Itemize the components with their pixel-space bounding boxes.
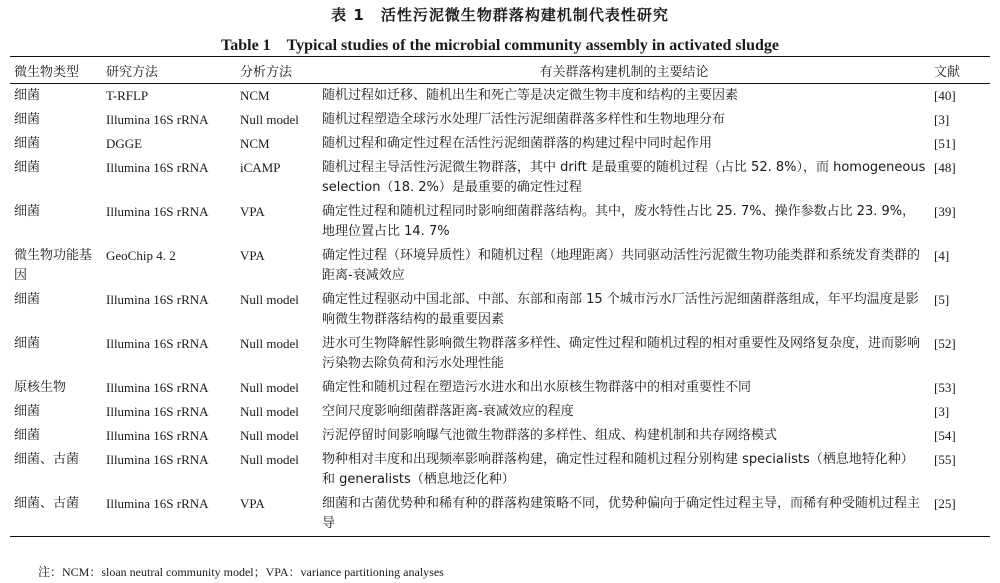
cell-analysis: VPA xyxy=(236,492,318,537)
cell-analysis: Null model xyxy=(240,380,299,395)
header-analysis: 分析方法 xyxy=(236,57,318,84)
cell-analysis: iCAMP xyxy=(240,160,281,175)
table-row xyxy=(10,84,990,109)
cell-method: Illumina 16S rRNA xyxy=(106,404,209,419)
cell-ref: [25] xyxy=(930,492,990,537)
cell-ref: [5] xyxy=(934,292,950,307)
cell-analysis: Null model xyxy=(240,404,299,419)
cell-ref: [55] xyxy=(934,452,956,467)
cell-analysis: NCM xyxy=(240,88,270,103)
header-conclusion: 有关群落构建机制的主要结论 xyxy=(318,57,930,84)
table-row xyxy=(10,376,990,400)
table-note: 注：NCM：sloan neutral community model；VPA：variance partitioning analyses xyxy=(38,565,444,579)
cell-type: 细菌 xyxy=(14,428,41,443)
header-ref: 文献 xyxy=(930,57,990,84)
cell-conclusion: 物种相对丰度和出现频率影响群落构建，确定性过程和随机过程分别构建 specialists（栖息地特化种）和 generalists（栖息地泛化种） xyxy=(322,452,914,487)
cell-method: Illumina 16S rRNA xyxy=(106,292,209,307)
cell-conclusion: 确定性和随机过程在塑造污水进水和出水原核生物群落中的相对重要性不同 xyxy=(322,380,752,395)
cell-analysis: Null model xyxy=(240,292,299,307)
cell-ref: [54] xyxy=(934,428,956,443)
table-row xyxy=(10,244,990,288)
cell-type: 原核生物 xyxy=(14,380,67,395)
header-type: 微生物类型 xyxy=(10,57,102,84)
cell-ref: [4] xyxy=(934,248,950,263)
table-row xyxy=(10,108,990,132)
cell-type: 细菌 xyxy=(14,204,41,219)
table-row xyxy=(10,492,990,537)
cell-method: Illumina 16S rRNA xyxy=(106,380,209,395)
cell-method: DGGE xyxy=(106,136,143,151)
cell-conclusion: 随机过程塑造全球污水处理厂活性污泥细菌群落多样性和生物地理分布 xyxy=(322,112,726,127)
cell-analysis: VPA xyxy=(240,248,265,263)
cell-type: 细菌 xyxy=(14,336,41,351)
cell-conclusion: 污泥停留时间影响曝气池微生物群落的多样性、组成、构建机制和共存网络模式 xyxy=(322,428,778,443)
cell-method: Illumina 16S rRNA xyxy=(106,204,209,219)
cell-ref: [3] xyxy=(934,404,950,419)
table-row xyxy=(10,288,990,332)
cell-ref: [39] xyxy=(934,204,956,219)
cell-ref: [51] xyxy=(934,136,956,151)
cell-ref: [52] xyxy=(934,336,956,351)
cell-type: 细菌、古菌 xyxy=(14,452,80,467)
table-row xyxy=(10,200,990,244)
table-row xyxy=(10,132,990,156)
cell-method: Illumina 16S rRNA xyxy=(106,336,209,351)
table-row xyxy=(10,156,990,200)
cell-analysis: Null model xyxy=(240,452,299,467)
cell-conclusion: 随机过程如迁移、随机出生和死亡等是决定微生物丰度和结构的主要因素 xyxy=(322,88,739,103)
cell-type: 细菌 xyxy=(14,136,41,151)
cell-method: T-RFLP xyxy=(106,88,149,103)
cell-ref: [53] xyxy=(934,380,956,395)
cell-type: 细菌 xyxy=(14,160,41,175)
cell-method: GeoChip 4. 2 xyxy=(106,248,176,263)
cell-conclusion: 确定性过程和随机过程同时影响细菌群落结构。其中，废水特性占比 25. 7%、操作参数占比 23. 9%，地理位置占比 14. 7% xyxy=(322,204,916,239)
cell-analysis: Null model xyxy=(240,428,299,443)
table-row xyxy=(10,400,990,424)
table-row xyxy=(10,448,990,492)
header-method: 研究方法 xyxy=(102,57,236,84)
cell-conclusion: 确定性过程（环境异质性）和随机过程（地理距离）共同驱动活性污泥微生物功能类群和系统发育类群的距离-衰减效应 xyxy=(322,248,921,283)
cell-method: Illumina 16S rRNA xyxy=(102,492,236,537)
cell-ref: [40] xyxy=(934,88,956,103)
cell-method: Illumina 16S rRNA xyxy=(106,452,209,467)
cell-type: 细菌、古菌 xyxy=(10,492,102,537)
header-row xyxy=(10,57,990,84)
cell-analysis: NCM xyxy=(240,136,270,151)
cell-type: 细菌 xyxy=(14,404,41,419)
cell-analysis: Null model xyxy=(240,112,299,127)
cell-conclusion: 随机过程和确定性过程在活性污泥细菌群落的构建过程中同时起作用 xyxy=(322,136,713,151)
cell-conclusion: 空间尺度影响细菌群落距离-衰减效应的程度 xyxy=(322,404,574,419)
cell-type: 微生物功能基因 xyxy=(14,248,93,283)
cell-type: 细菌 xyxy=(14,112,41,127)
cell-conclusion: 细菌和古菌优势种和稀有种的群落构建策略不同，优势种偏向于确定性过程主导，而稀有种受随机过程主导 xyxy=(318,492,930,537)
studies-table xyxy=(10,56,990,537)
cell-conclusion: 确定性过程驱动中国北部、中部、东部和南部 15 个城市污水厂活性污泥细菌群落组成，年平均温度是影响微生物群落结构的最重要因素 xyxy=(322,292,919,327)
cell-method: Illumina 16S rRNA xyxy=(106,428,209,443)
cell-method: Illumina 16S rRNA xyxy=(106,112,209,127)
table-title-cn: 表 1 活性污泥微生物群落构建机制代表性研究 xyxy=(331,6,669,24)
cell-ref: [3] xyxy=(934,112,950,127)
cell-analysis: Null model xyxy=(240,336,299,351)
cell-method: Illumina 16S rRNA xyxy=(106,160,209,175)
cell-conclusion: 随机过程主导活性污泥微生物群落，其中 drift 是最重要的随机过程（占比 52. 8%），而 homogeneous selection（18. 2%）是最重要的确定性过程 xyxy=(322,160,926,195)
table-title-en: Table 1 Typical studies of the microbial community assembly in activated sludge xyxy=(221,37,779,54)
cell-type: 细菌 xyxy=(14,292,41,307)
table-row xyxy=(10,424,990,448)
table-row xyxy=(10,332,990,376)
cell-ref: [48] xyxy=(934,160,956,175)
cell-analysis: VPA xyxy=(240,204,265,219)
cell-type: 细菌 xyxy=(14,88,41,103)
cell-conclusion: 进水可生物降解性影响微生物群落多样性、确定性过程和随机过程的相对重要性及网络复杂度，进而影响污染物去除负荷和污水处理性能 xyxy=(322,336,921,371)
